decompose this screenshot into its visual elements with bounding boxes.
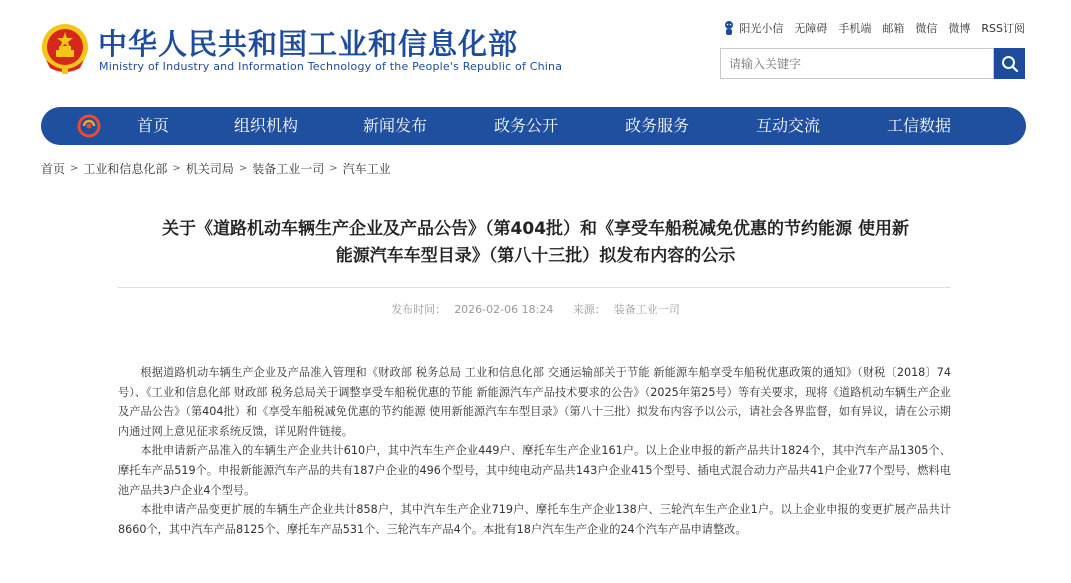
nav-news[interactable]: 新闻发布: [363, 116, 428, 135]
breadcrumb-departments[interactable]: 机关司局: [185, 162, 234, 176]
breadcrumb-equipment-dept[interactable]: 装备工业一司: [252, 162, 325, 176]
nav-home[interactable]: 首页: [137, 116, 170, 135]
breadcrumb-home[interactable]: 首页: [41, 162, 66, 176]
national-emblem-icon: [40, 22, 90, 76]
top-link-sunshine[interactable]: [723, 20, 783, 36]
top-link-rss[interactable]: RSS订阅: [981, 22, 1025, 35]
source: [569, 303, 684, 316]
article-meta: [0, 301, 1071, 317]
main-nav: [41, 107, 1026, 145]
top-link-accessibility[interactable]: 无障碍: [794, 22, 828, 35]
nav-data[interactable]: 工信数据: [887, 116, 952, 135]
nav-government-services[interactable]: 政务服务: [625, 116, 690, 135]
chevron-right-icon: >: [172, 163, 181, 174]
site-header: [0, 0, 1071, 95]
breadcrumb-auto-industry[interactable]: 汽车工业: [342, 162, 391, 176]
site-title-english: Ministry of Industry and Information Technology of the People's Republic of China: [99, 60, 563, 73]
nav-government-affairs[interactable]: 政务公开: [494, 116, 559, 135]
breadcrumb-ministry[interactable]: 工业和信息化部: [83, 162, 168, 176]
publish-time-value: 2026-02-06 18:24: [454, 303, 554, 316]
article-body: [118, 363, 951, 539]
top-links: [723, 20, 1025, 36]
publish-time-label: 发布时间：: [391, 303, 447, 316]
article-paragraph: 本批申请产品变更扩展的车辆生产企业共计858户，其中汽车生产企业719户、摩托车生产企业138户、三轮汽车生产企业1户。以上企业申报的变更扩展产品共计8660个，其中汽车产品8125个、摩托车产品531个、三轮汽车产品4个。本批有18户汽车生产企业的24个汽车产品申请整改。: [118, 503, 951, 536]
search-button[interactable]: [994, 48, 1025, 79]
source-label: 来源：: [572, 303, 606, 316]
top-link-weibo[interactable]: 微博: [948, 22, 971, 35]
miit-logo-icon: [77, 114, 101, 138]
chevron-right-icon: >: [329, 163, 338, 174]
nav-organization[interactable]: 组织机构: [234, 116, 299, 135]
article-paragraph: 本批申请新产品准入的车辆生产企业共计610户，其中汽车生产企业449户、摩托车生产企业161户。以上企业申报的新产品共计1824个，其中汽车产品1305个、摩托车产品519个。申报新能源汽车产品的共有187户企业的496个型号，其中纯电动产品共143户企业415个型号、插电式混合动力产品共41户企业77个型号、燃料电池产品共3户企业4个型号。: [118, 444, 951, 497]
breadcrumb: [41, 160, 391, 177]
top-link-mobile[interactable]: 手机端: [838, 22, 872, 35]
article-title-line: 能源汽车车型目录》（第八十三批）拟发布内容的公示: [335, 246, 736, 266]
article-title-line: 关于《道路机动车辆生产企业及产品公告》（第404批）和《享受车船税减免优惠的节约能源 使用新: [162, 219, 909, 239]
top-link-wechat[interactable]: 微信: [915, 22, 938, 35]
article-paragraph: 根据道路机动车辆生产企业及产品准入管理和《财政部 税务总局 工业和信息化部 交通运输部关于节能 新能源车船享受车船税优惠政策的通知》（财税〔2018〕74号）、《工业和信息化部 财政部 税务总局关于调整享受车船税优惠的节能 新能源汽车产品技术要求的公告》（2025年第25号）等有关要求，现将《道路机动车辆生产企业及产品公告》（第404批）和《享受车船税减免优惠的节约能源 使用新能源汽车车型目录》（第八十三批）拟发布内容予以公示，请社会各界监督，如有异议，请在公示期内通过网上意见征求系统反馈，详见附件链接。: [118, 366, 951, 438]
site-title[interactable]: 中华人民共和国工业和信息化部: [98, 27, 519, 61]
sunshine-mascot-icon: [723, 20, 735, 36]
search-input[interactable]: [720, 48, 994, 79]
chevron-right-icon: >: [70, 163, 79, 174]
nav-interaction[interactable]: 互动交流: [756, 116, 821, 135]
source-value: 装备工业一司: [613, 303, 680, 316]
search-icon: [1001, 55, 1019, 73]
title-divider: [118, 287, 951, 288]
top-link-label: 阳光小信: [739, 22, 784, 35]
chevron-right-icon: >: [238, 163, 248, 174]
publish-time: [387, 303, 557, 316]
top-link-mail[interactable]: 邮箱: [882, 22, 905, 35]
article-title: [100, 216, 971, 270]
